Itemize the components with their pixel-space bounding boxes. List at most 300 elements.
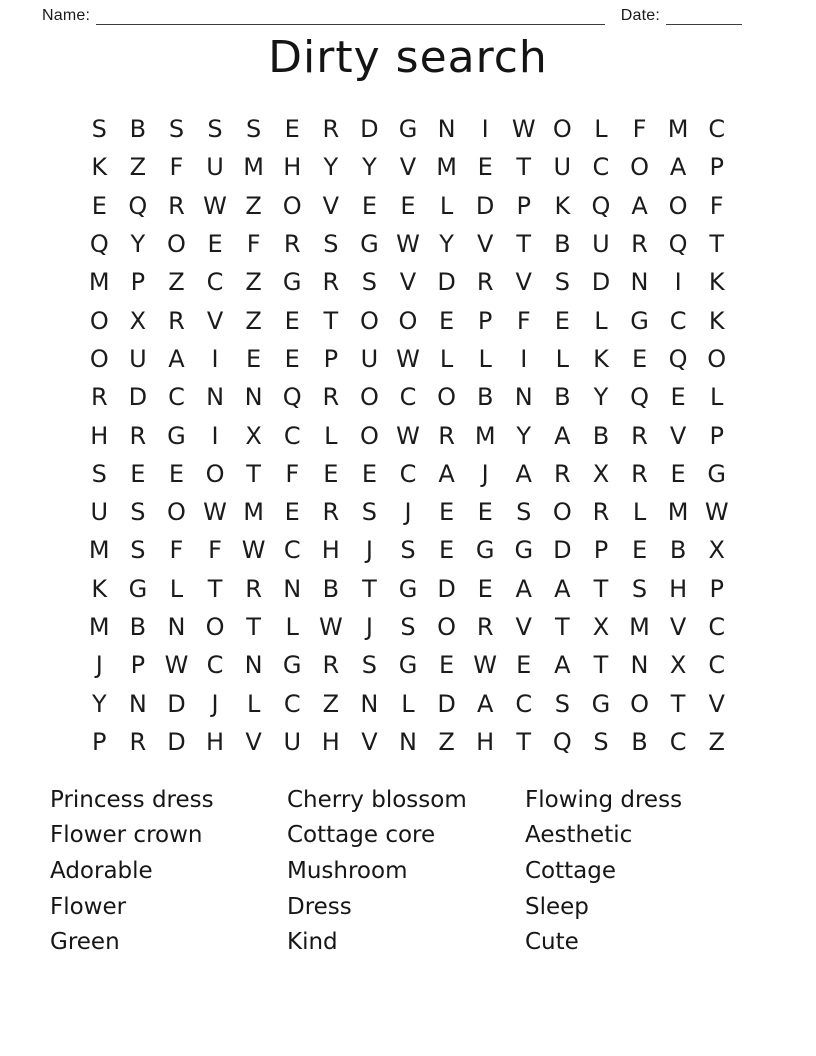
grid-letter: B: [554, 230, 571, 259]
word-list-item: Cherry blossom: [287, 786, 467, 813]
grid-letter: S: [361, 651, 378, 680]
grid-letter: W: [164, 651, 189, 680]
grid-letter: J: [211, 689, 219, 718]
word-list-item: Green: [50, 929, 120, 956]
name-blank-line: [96, 9, 605, 25]
grid-letter: S: [554, 689, 570, 718]
grid-letter: M: [667, 115, 689, 144]
grid-letter: L: [401, 689, 415, 718]
grid-letter: A: [515, 574, 532, 603]
grid-letter: H: [669, 574, 688, 603]
grid-letter: F: [246, 230, 261, 259]
grid-letter: K: [91, 153, 108, 182]
grid-letter: G: [591, 689, 611, 718]
grid-letter: V: [245, 727, 262, 756]
grid-letter: S: [593, 727, 609, 756]
grid-letter: C: [168, 383, 185, 412]
grid-letter: V: [206, 306, 224, 335]
word-list-item: Cute: [525, 929, 579, 956]
grid-letter: D: [437, 268, 456, 297]
grid-letter: R: [129, 421, 147, 450]
grid-letter: N: [514, 383, 533, 412]
grid-letter: O: [630, 153, 649, 182]
grid-letter: O: [89, 306, 109, 335]
grid-letter: O: [359, 421, 379, 450]
grid-letter: M: [667, 498, 689, 527]
grid-letter: Q: [128, 191, 148, 220]
grid-letter: O: [89, 344, 109, 373]
word-list: [50, 782, 766, 960]
grid-letter: Y: [91, 689, 107, 718]
grid-letter: I: [211, 421, 219, 450]
grid-letter: C: [206, 268, 224, 297]
grid-letter: G: [398, 651, 418, 680]
grid-letter: R: [322, 115, 340, 144]
page-title: Dirty search: [268, 32, 548, 83]
grid-letter: H: [283, 153, 302, 182]
grid-letter: C: [708, 115, 726, 144]
grid-letter: F: [632, 115, 647, 144]
grid-letter: E: [631, 536, 648, 565]
grid-letter: J: [481, 459, 489, 488]
word-list-item: Mushroom: [287, 857, 408, 884]
grid-letter: O: [359, 383, 379, 412]
grid-letter: H: [206, 727, 225, 756]
grid-letter: L: [169, 574, 184, 603]
grid-letter: R: [322, 651, 340, 680]
grid-letter: K: [91, 574, 108, 603]
grid-letter: R: [245, 574, 262, 603]
grid-letter: M: [243, 498, 264, 527]
grid-letter: O: [205, 613, 225, 641]
grid-letter: T: [593, 574, 609, 603]
grid-letter: X: [245, 421, 262, 450]
grid-letter: E: [477, 574, 493, 603]
grid-letter: U: [360, 344, 379, 373]
grid-letter: U: [206, 153, 224, 182]
grid-letter: E: [323, 459, 339, 488]
grid-letter: M: [88, 536, 110, 565]
grid-letter: V: [322, 191, 340, 220]
grid-letter: I: [674, 268, 682, 297]
grid-letter: E: [246, 344, 262, 373]
grid-letter: G: [475, 536, 495, 565]
grid-letter: A: [515, 459, 532, 488]
grid-letter: C: [399, 459, 417, 488]
grid-letter: V: [399, 268, 417, 297]
grid-letter: N: [244, 383, 263, 412]
grid-letter: O: [707, 344, 727, 373]
grid-letter: R: [90, 383, 108, 412]
grid-letter: R: [592, 498, 610, 527]
grid-letter: L: [555, 344, 570, 373]
grid-letter: A: [438, 459, 455, 488]
grid-letter: S: [516, 498, 532, 527]
grid-letter: S: [631, 574, 648, 603]
grid-letter: B: [476, 383, 494, 412]
grid-letter: T: [516, 230, 532, 259]
grid-letter: E: [91, 191, 107, 220]
grid-letter: H: [90, 421, 109, 450]
grid-letter: R: [476, 613, 494, 641]
grid-letter: L: [439, 191, 454, 220]
grid-letter: M: [474, 421, 496, 450]
grid-letter: G: [707, 459, 726, 488]
grid-letter: A: [631, 191, 648, 220]
grid-letter: E: [554, 306, 570, 335]
grid-letter: X: [592, 613, 610, 641]
word-list-item: Cottage: [525, 857, 617, 884]
grid-letter: E: [400, 191, 416, 220]
grid-letter: S: [554, 268, 570, 297]
word-list-item: Kind: [287, 929, 338, 956]
grid-letter: S: [130, 498, 146, 527]
grid-letter: Q: [89, 230, 109, 259]
grid-letter: B: [129, 613, 147, 641]
grid-letter: Q: [591, 191, 611, 220]
word-list-item: Adorable: [50, 857, 153, 884]
grid-letter: G: [128, 574, 148, 603]
grid-letter: H: [321, 727, 340, 756]
word-list-item: Flower crown: [50, 822, 203, 849]
grid-letter: P: [709, 153, 724, 182]
grid-letter: T: [593, 651, 609, 680]
grid-letter: C: [283, 536, 301, 565]
grid-letter: W: [241, 536, 266, 565]
grid-letter: R: [631, 459, 648, 488]
grid-letter: O: [167, 230, 186, 259]
grid-letter: V: [399, 153, 417, 182]
grid-letter: T: [323, 306, 339, 335]
grid-letter: J: [404, 498, 412, 527]
grid-letter: A: [554, 651, 571, 680]
grid-letter: P: [709, 574, 724, 603]
grid-letter: E: [284, 306, 300, 335]
grid-letter: E: [477, 498, 493, 527]
grid-letter: U: [129, 344, 147, 373]
grid-letter: E: [168, 459, 185, 488]
grid-letter: E: [438, 498, 455, 527]
grid-letter: N: [630, 651, 649, 680]
grid-letter: D: [437, 689, 456, 718]
grid-letter: L: [632, 498, 647, 527]
word-list-item: Princess dress: [50, 786, 214, 813]
grid-letter: P: [130, 268, 146, 297]
grid-letter: Z: [245, 268, 262, 297]
grid-letter: P: [709, 421, 724, 450]
grid-letter: G: [514, 536, 534, 565]
grid-letter: E: [670, 459, 686, 488]
grid-letter: O: [630, 689, 649, 718]
word-list-column: [50, 782, 287, 960]
grid-letter: T: [207, 574, 223, 603]
grid-letter: O: [552, 498, 572, 527]
grid-letter: Q: [668, 230, 688, 259]
grid-letter: F: [516, 306, 531, 335]
grid-letter: S: [400, 613, 416, 641]
grid-letter: K: [593, 344, 609, 373]
grid-letter: O: [437, 613, 457, 641]
grid-letter: N: [360, 689, 379, 718]
grid-letter: C: [669, 727, 687, 756]
grid-letter: R: [283, 230, 301, 259]
grid-letter: R: [129, 727, 147, 756]
grid-letter: G: [398, 574, 418, 603]
grid-letter: I: [520, 344, 528, 373]
grid-letter: C: [206, 651, 224, 680]
grid-letter: E: [361, 459, 377, 488]
grid-letter: E: [438, 651, 455, 680]
grid-letter: N: [244, 651, 263, 680]
grid-letter: D: [167, 689, 186, 718]
grid-letter: G: [282, 268, 302, 297]
grid-letter: A: [554, 574, 571, 603]
grid-letter: R: [631, 421, 648, 450]
grid-letter: B: [322, 574, 340, 603]
grid-letter: P: [477, 306, 493, 335]
grid-letter: E: [438, 536, 455, 565]
grid-letter: S: [361, 268, 378, 297]
grid-letter: N: [206, 383, 225, 412]
grid-letter: C: [708, 613, 726, 641]
grid-letter: A: [669, 153, 687, 182]
grid-letter: P: [92, 727, 107, 756]
grid-letter: R: [631, 230, 648, 259]
grid-letter: Y: [516, 421, 532, 450]
grid-letter: G: [398, 115, 418, 144]
grid-letter: J: [365, 613, 373, 641]
date-blank-line: [666, 9, 742, 25]
grid-letter: C: [669, 306, 687, 335]
grid-letter: T: [362, 574, 377, 603]
grid-letter: W: [396, 344, 420, 373]
grid-letter: O: [398, 306, 418, 335]
grid-letter: W: [203, 498, 227, 527]
grid-letter: R: [168, 191, 185, 220]
grid-letter: O: [668, 191, 688, 220]
grid-letter: Q: [630, 383, 649, 412]
grid-letter: S: [91, 115, 107, 144]
grid-letter: D: [553, 536, 572, 565]
name-label: Name:: [42, 7, 91, 24]
grid-letter: S: [207, 115, 223, 144]
grid-letter: J: [95, 651, 103, 680]
grid-letter: Z: [168, 268, 185, 297]
grid-letter: S: [323, 230, 339, 259]
grid-letter: E: [438, 306, 455, 335]
grid-letter: P: [323, 344, 339, 373]
grid-letter: N: [167, 613, 186, 641]
grid-letter: X: [669, 651, 687, 680]
grid-letter: O: [167, 498, 186, 527]
grid-letter: K: [708, 268, 725, 297]
word-list-column: [287, 782, 525, 960]
grid-letter: R: [168, 306, 185, 335]
grid-letter: L: [324, 421, 338, 450]
grid-letter: L: [285, 613, 299, 641]
grid-letter: C: [708, 651, 726, 680]
grid-letter: Y: [362, 153, 377, 182]
grid-letter: Z: [708, 727, 725, 756]
grid-letter: Q: [282, 383, 302, 412]
grid-letter: D: [167, 727, 186, 756]
grid-letter: D: [128, 383, 148, 412]
grid-letter: U: [90, 498, 109, 527]
grid-letter: E: [477, 153, 493, 182]
grid-letter: O: [437, 383, 457, 412]
grid-letter: T: [516, 727, 532, 756]
grid-letter: L: [246, 689, 261, 718]
word-list-item: Cottage core: [287, 822, 436, 849]
grid-letter: L: [439, 344, 454, 373]
grid-letter: P: [593, 536, 609, 565]
worksheet-header: [42, 5, 742, 25]
grid-letter: X: [708, 536, 725, 565]
grid-letter: T: [709, 230, 725, 259]
grid-letter: Q: [668, 344, 688, 373]
grid-letter: C: [399, 383, 417, 412]
grid-letter: A: [554, 421, 571, 450]
grid-letter: G: [167, 421, 186, 450]
grid-letter: A: [476, 689, 494, 718]
letter-grid: [80, 110, 736, 761]
grid-letter: S: [168, 115, 185, 144]
grid-letter: M: [629, 613, 650, 641]
grid-letter: K: [708, 306, 725, 335]
grid-letter: X: [592, 459, 610, 488]
grid-letter: P: [516, 191, 531, 220]
grid-letter: Y: [439, 230, 454, 259]
grid-letter: U: [592, 230, 610, 259]
grid-letter: C: [283, 689, 301, 718]
grid-letter: D: [437, 574, 456, 603]
grid-letter: E: [361, 191, 377, 220]
grid-letter: D: [475, 191, 495, 220]
grid-letter: H: [476, 727, 495, 756]
grid-letter: H: [321, 536, 340, 565]
grid-letter: S: [246, 115, 262, 144]
grid-letter: V: [515, 613, 532, 641]
grid-letter: E: [670, 383, 686, 412]
grid-letter: E: [631, 344, 648, 373]
grid-letter: F: [709, 191, 724, 220]
grid-letter: L: [710, 383, 724, 412]
grid-letter: G: [360, 230, 379, 259]
grid-letter: I: [481, 115, 489, 144]
word-list-item: Flower: [50, 893, 127, 920]
grid-letter: B: [592, 421, 610, 450]
word-list-item: Flowing dress: [525, 786, 683, 813]
grid-letter: U: [283, 727, 302, 756]
grid-letter: V: [669, 421, 687, 450]
grid-letter: M: [243, 153, 264, 182]
grid-letter: R: [322, 383, 340, 412]
grid-letter: O: [552, 115, 572, 144]
word-list-item: Aesthetic: [525, 822, 633, 849]
grid-letter: R: [322, 268, 340, 297]
grid-letter: O: [205, 459, 225, 488]
grid-letter: T: [516, 153, 532, 182]
grid-letter: Y: [323, 153, 339, 182]
grid-letter: E: [284, 115, 300, 144]
grid-letter: W: [704, 498, 729, 527]
grid-letter: L: [478, 344, 492, 373]
grid-letter: W: [473, 651, 498, 680]
date-label: Date:: [620, 7, 660, 24]
grid-letter: R: [476, 268, 494, 297]
grid-letter: R: [322, 498, 340, 527]
grid-letter: G: [630, 306, 649, 335]
grid-letter: V: [515, 268, 532, 297]
grid-letter: G: [282, 651, 302, 680]
grid-letter: F: [169, 153, 184, 182]
grid-letter: T: [555, 613, 570, 641]
grid-letter: Z: [245, 191, 262, 220]
grid-letter: W: [396, 421, 420, 450]
grid-letter: C: [592, 153, 610, 182]
grid-letter: F: [208, 536, 222, 565]
grid-letter: E: [284, 344, 300, 373]
grid-letter: Q: [552, 727, 572, 756]
word-list-item: Dress: [287, 893, 352, 920]
grid-letter: E: [207, 230, 223, 259]
grid-letter: S: [91, 459, 107, 488]
grid-letter: V: [708, 689, 725, 718]
grid-letter: M: [436, 153, 457, 182]
grid-letter: J: [365, 536, 373, 565]
grid-letter: W: [318, 613, 343, 641]
word-list-column: [525, 782, 766, 960]
grid-letter: M: [88, 268, 110, 297]
grid-letter: D: [360, 115, 379, 144]
grid-letter: E: [516, 651, 532, 680]
grid-letter: Z: [129, 153, 147, 182]
grid-letter: D: [591, 268, 611, 297]
grid-letter: N: [437, 115, 456, 144]
grid-letter: R: [554, 459, 571, 488]
grid-letter: I: [211, 344, 219, 373]
grid-letter: O: [359, 306, 379, 335]
grid-letter: S: [361, 498, 378, 527]
grid-letter: B: [669, 536, 687, 565]
grid-letter: L: [594, 115, 608, 144]
grid-letter: S: [400, 536, 416, 565]
grid-letter: W: [396, 230, 420, 259]
grid-letter: E: [284, 498, 300, 527]
grid-letter: O: [282, 191, 302, 220]
grid-letter: P: [130, 651, 146, 680]
grid-letter: Y: [130, 230, 146, 259]
grid-letter: B: [631, 727, 648, 756]
grid-letter: L: [594, 306, 608, 335]
grid-letter: V: [476, 230, 494, 259]
grid-letter: C: [283, 421, 301, 450]
grid-letter: A: [168, 344, 185, 373]
word-list-item: Sleep: [525, 893, 589, 920]
grid-letter: B: [554, 383, 571, 412]
grid-letter: T: [246, 459, 261, 488]
grid-letter: K: [554, 191, 571, 220]
grid-letter: U: [553, 153, 572, 182]
grid-letter: W: [511, 115, 536, 144]
grid-letter: B: [129, 115, 147, 144]
grid-letter: W: [203, 191, 227, 220]
grid-letter: N: [630, 268, 649, 297]
grid-letter: Z: [245, 306, 262, 335]
grid-letter: V: [669, 613, 687, 641]
grid-letter: S: [130, 536, 146, 565]
grid-letter: E: [130, 459, 146, 488]
